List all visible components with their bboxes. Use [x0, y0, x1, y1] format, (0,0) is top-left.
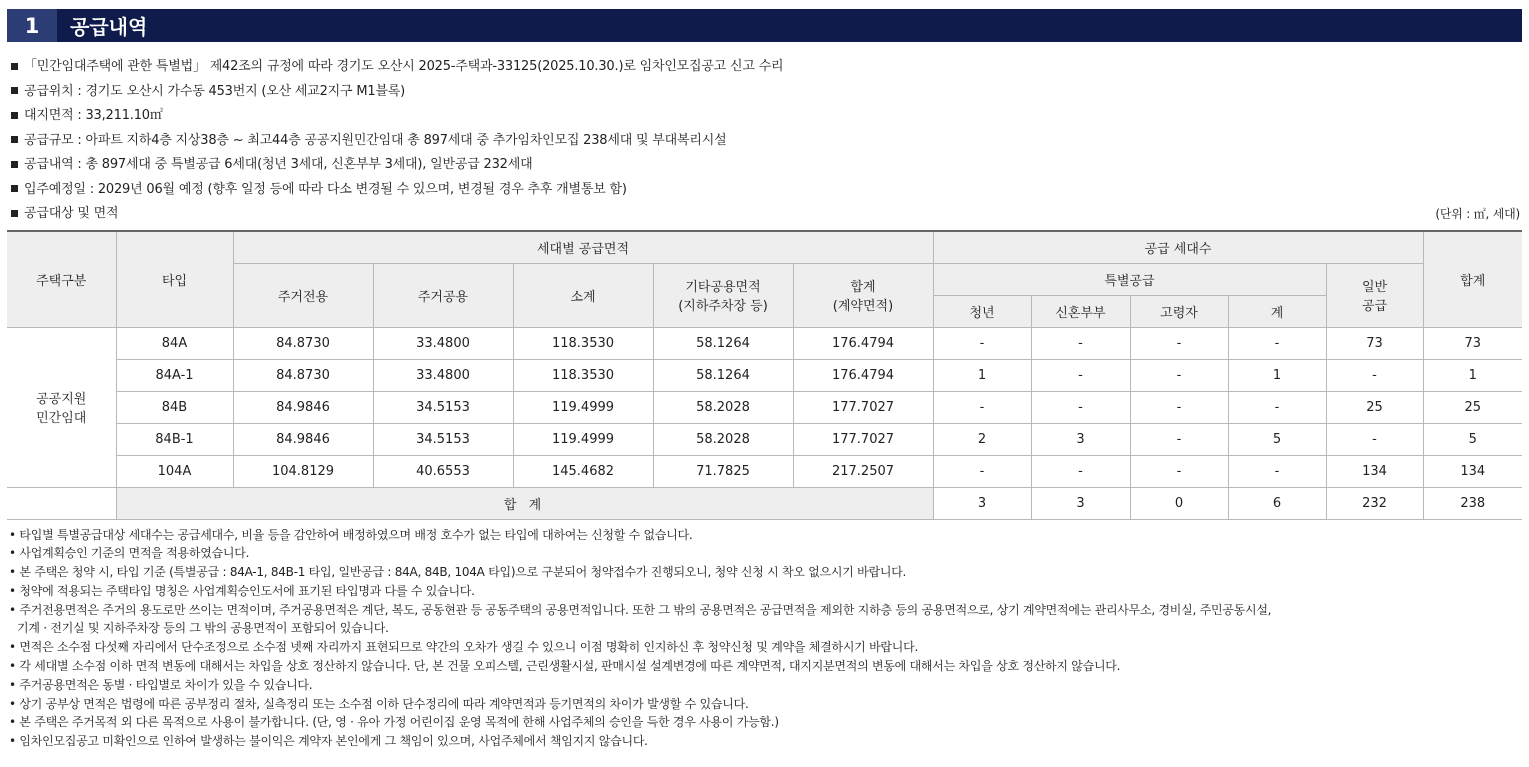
common-cell: 34.5153 — [373, 423, 513, 455]
youth-cell: 2 — [933, 423, 1031, 455]
totals-elderly: 0 — [1130, 487, 1228, 519]
general-cell: 25 — [1326, 391, 1423, 423]
note-item: • 각 세대별 소수점 이하 면적 변동에 대해서는 차입을 상호 정산하지 않습니다. 단, 본 건물 오피스텔, 근린생활시설, 판매시설 설계변경에 따른 계약면적, 대지지분면적의 변동에 대해서는 차입을 상호 정산하지 않습니다. — [9, 659, 1121, 674]
note-item: • 본 주택은 주거목적 외 다른 목적으로 사용이 불가합니다. (단, 영 · 유아 가정 어린이집 운영 목적에 한해 사업주체의 승인을 득한 경우 사용이 가능함.) — [9, 715, 779, 730]
type-cell: 84B — [116, 391, 233, 423]
header-other-common: 기타공용면적 (지하주차장 등) — [653, 263, 793, 327]
youth-cell: 1 — [933, 359, 1031, 391]
square-bullet-icon — [11, 161, 18, 168]
other-common-cell: 58.1264 — [653, 359, 793, 391]
totals-empty-cell — [7, 487, 116, 519]
notes-list — [7, 526, 1522, 752]
unit-label: (단위 : ㎡, 세대) — [1435, 207, 1520, 221]
header-area-group: 세대별 공급면적 — [233, 231, 933, 264]
square-bullet-icon — [11, 87, 18, 94]
exclusive-cell: 84.8730 — [233, 359, 373, 391]
square-bullet-icon — [11, 63, 18, 70]
special-sum-cell: - — [1228, 455, 1326, 487]
note-item: • 타입별 특별공급대상 세대수는 공급세대수, 비율 등을 감안하여 배정하였으며 배정 호수가 없는 타입에 대하여는 신청할 수 없습니다. — [9, 527, 693, 542]
youth-cell: - — [933, 455, 1031, 487]
square-bullet-icon — [11, 112, 18, 119]
overview-item-location: 공급위치 : 경기도 오산시 가수동 453번지 (오산 세교2지구 M1블록) — [7, 80, 1522, 105]
general-cell: - — [1326, 423, 1423, 455]
total-area-cell: 176.4794 — [793, 327, 933, 359]
table-row — [7, 423, 1522, 455]
totals-general: 232 — [1326, 487, 1423, 519]
overview-item-notice: 「민간임대주택에 관한 특별법」 제42조의 규정에 따라 경기도 오산시 2025-주택과-33125(2025.10.30.)로 임차인모집공고 신고 수리 — [7, 55, 1522, 80]
newlywed-cell: - — [1031, 391, 1130, 423]
elderly-cell: - — [1130, 423, 1228, 455]
header-general: 일반 공급 — [1326, 263, 1423, 327]
other-common-cell: 71.7825 — [653, 455, 793, 487]
total-area-cell: 177.7027 — [793, 391, 933, 423]
youth-cell: - — [933, 327, 1031, 359]
general-cell: 134 — [1326, 455, 1423, 487]
elderly-cell: - — [1130, 327, 1228, 359]
square-bullet-icon — [11, 136, 18, 143]
overview-item-move-in: 입주예정일 : 2029년 06월 예정 (향후 일정 등에 따라 다소 변경될 수 있으며, 변경될 경우 추후 개별통보 함) — [7, 178, 1522, 203]
note-item: • 상기 공부상 면적은 법령에 따른 공부정리 절차, 실측정리 또는 소수점 이하 단수정리에 따라 계약면적과 등기면적의 차이가 발생할 수 있습니다. — [9, 696, 749, 711]
common-cell: 40.6553 — [373, 455, 513, 487]
note-item: • 주거공용면적은 동별 · 타입별로 차이가 있을 수 있습니다. — [9, 677, 313, 692]
other-common-cell: 58.2028 — [653, 423, 793, 455]
table-row — [7, 455, 1522, 487]
newlywed-cell: 3 — [1031, 423, 1130, 455]
total-area-cell: 176.4794 — [793, 359, 933, 391]
grand-total-cell: 25 — [1423, 391, 1522, 423]
header-grand-total: 합계 — [1423, 231, 1522, 328]
common-cell: 34.5153 — [373, 391, 513, 423]
note-item: • 임차인모집공고 미확인으로 인하여 발생하는 불이익은 계약자 본인에게 그 책임이 있으며, 사업주체에서 책임지지 않습니다. — [9, 734, 648, 749]
header-subtotal: 소계 — [513, 263, 653, 327]
subtotal-cell: 118.3530 — [513, 359, 653, 391]
table-row — [7, 391, 1522, 423]
overview-item-supply: 공급내역 : 총 897세대 중 특별공급 6세대(청년 3세대, 신혼부부 3세대), 일반공급 232세대 — [7, 153, 1522, 178]
special-sum-cell: 1 — [1228, 359, 1326, 391]
supply-table — [7, 230, 1522, 520]
other-common-cell: 58.1264 — [653, 327, 793, 359]
header-special-sum: 계 — [1228, 295, 1326, 327]
overview-item-target: 공급대상 및 면적 (단위 : ㎡, 세대) — [7, 202, 1522, 227]
section-header — [7, 9, 1522, 42]
type-cell: 104A — [116, 455, 233, 487]
section-number: 1 — [7, 9, 57, 42]
header-exclusive: 주거전용 — [233, 263, 373, 327]
type-cell: 84A-1 — [116, 359, 233, 391]
grand-total-cell: 134 — [1423, 455, 1522, 487]
overview-item-land-area: 대지면적 : 33,211.10㎡ — [7, 104, 1522, 129]
header-youth: 청년 — [933, 295, 1031, 327]
special-sum-cell: 5 — [1228, 423, 1326, 455]
square-bullet-icon — [11, 185, 18, 192]
subtotal-cell: 145.4682 — [513, 455, 653, 487]
grand-total-cell: 73 — [1423, 327, 1522, 359]
header-total-area: 합계 (계약면적) — [793, 263, 933, 327]
exclusive-cell: 84.8730 — [233, 327, 373, 359]
header-housing-type: 주택구분 — [7, 231, 116, 328]
type-cell: 84B-1 — [116, 423, 233, 455]
youth-cell: - — [933, 391, 1031, 423]
header-type: 타입 — [116, 231, 233, 328]
overview-item-scale: 공급규모 : 아파트 지하4층 지상38층 ~ 최고44층 공공지원민간임대 총 897세대 중 추가임차인모집 238세대 및 부대복리시설 — [7, 129, 1522, 154]
special-sum-cell: - — [1228, 391, 1326, 423]
square-bullet-icon — [11, 210, 18, 217]
supply-table-body — [7, 327, 1522, 519]
note-item: • 주거전용면적은 주거의 용도로만 쓰이는 면적이며, 주거공용면적은 계단, 복도, 공동현관 등 공동주택의 공용면적입니다. 또한 그 밖의 공용면적은 공급면적을 제외한 지하층 등의 공용면적으로, 상기 계약면적에는 관리사무소, 경비실, 주민공동시설, — [9, 602, 1272, 617]
total-area-cell: 217.2507 — [793, 455, 933, 487]
note-item: • 사업계획승인 기준의 면적을 적용하였습니다. — [9, 546, 250, 561]
elderly-cell: - — [1130, 455, 1228, 487]
housing-category-cell: 공공지원 민간임대 — [7, 327, 116, 487]
general-cell: 73 — [1326, 327, 1423, 359]
exclusive-cell: 104.8129 — [233, 455, 373, 487]
subtotal-cell: 118.3530 — [513, 327, 653, 359]
grand-total-cell: 1 — [1423, 359, 1522, 391]
subtotal-cell: 119.4999 — [513, 423, 653, 455]
note-item: • 면적은 소수점 다섯째 자리에서 단수조정으로 소수점 넷째 자리까지 표현되므로 약간의 오차가 생길 수 있으니 이점 명확히 인지하신 후 청약신청 및 계약을 체결하시기 바랍니다. — [9, 640, 919, 655]
totals-special-sum: 6 — [1228, 487, 1326, 519]
exclusive-cell: 84.9846 — [233, 423, 373, 455]
totals-youth: 3 — [933, 487, 1031, 519]
subtotal-cell: 119.4999 — [513, 391, 653, 423]
elderly-cell: - — [1130, 391, 1228, 423]
totals-newlywed: 3 — [1031, 487, 1130, 519]
note-item: • 본 주택은 청약 시, 타입 기준 (특별공급 : 84A-1, 84B-1 타입, 일반공급 : 84A, 84B, 104A 타입)으로 구분되어 청약접수가 진행되오니, 청약 신청 시 착오 없으시기 바랍니다. — [9, 565, 907, 580]
table-row — [7, 327, 1522, 359]
header-special: 특별공급 — [933, 263, 1326, 295]
grand-total-cell: 5 — [1423, 423, 1522, 455]
overview-list — [7, 55, 1522, 227]
supply-table-header — [7, 231, 1522, 328]
note-item-continuation: 기계 · 전기실 및 지하주차장 등의 그 밖의 공용면적이 포함되어 있습니다. — [17, 621, 389, 636]
totals-grand: 238 — [1423, 487, 1522, 519]
newlywed-cell: - — [1031, 455, 1130, 487]
type-cell: 84A — [116, 327, 233, 359]
other-common-cell: 58.2028 — [653, 391, 793, 423]
header-supply-group: 공급 세대수 — [933, 231, 1423, 264]
table-row — [7, 359, 1522, 391]
newlywed-cell: - — [1031, 327, 1130, 359]
header-common: 주거공용 — [373, 263, 513, 327]
common-cell: 33.4800 — [373, 359, 513, 391]
header-newlywed: 신혼부부 — [1031, 295, 1130, 327]
exclusive-cell: 84.9846 — [233, 391, 373, 423]
header-elderly: 고령자 — [1130, 295, 1228, 327]
special-sum-cell: - — [1228, 327, 1326, 359]
section-title: 공급내역 — [70, 15, 148, 39]
newlywed-cell: - — [1031, 359, 1130, 391]
totals-row — [7, 487, 1522, 519]
note-item: • 청약에 적용되는 주택타입 명칭은 사업계획승인도서에 표기된 타입명과 다를 수 있습니다. — [9, 583, 475, 598]
common-cell: 33.4800 — [373, 327, 513, 359]
general-cell: - — [1326, 359, 1423, 391]
total-area-cell: 177.7027 — [793, 423, 933, 455]
totals-label: 합 계 — [116, 487, 933, 519]
elderly-cell: - — [1130, 359, 1228, 391]
